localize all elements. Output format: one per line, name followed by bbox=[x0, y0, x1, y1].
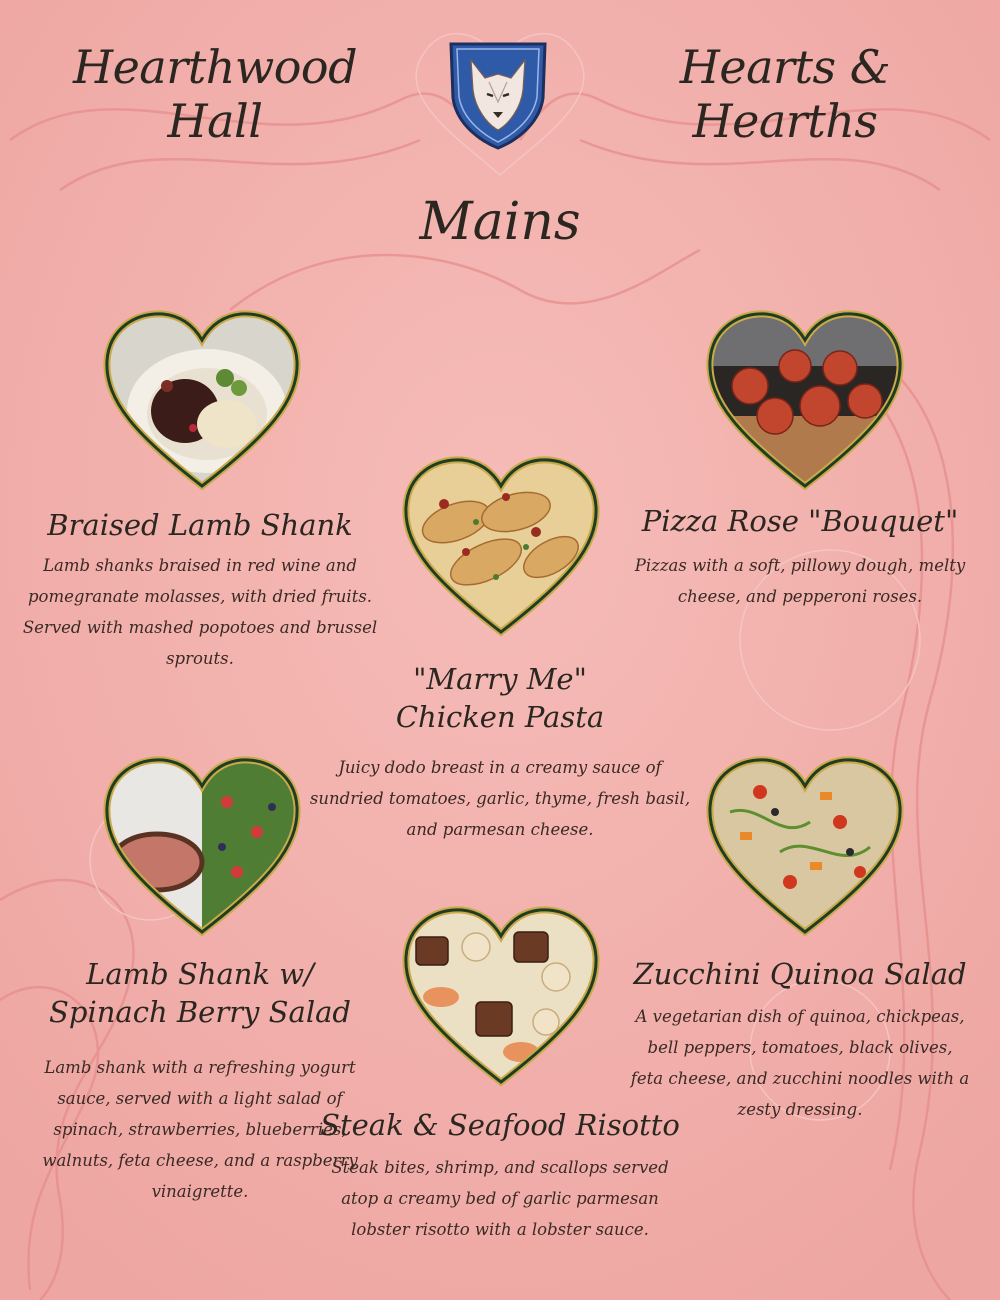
desc-line: and parmesan cheese. bbox=[406, 820, 594, 839]
desc-line: Served with mashed popotoes and brussel bbox=[22, 618, 378, 637]
desc-line: spinach, strawberries, blueberries, bbox=[53, 1120, 347, 1139]
desc-line: pomegranate molasses, with dried fruits. bbox=[27, 587, 373, 606]
dish-name-line: Spinach Berry Salad bbox=[49, 995, 351, 1029]
desc-line: walnuts, feta cheese, and a raspberry bbox=[42, 1151, 358, 1170]
chicken-pasta-photo bbox=[396, 452, 606, 642]
dish-name-chicken-pasta bbox=[300, 660, 700, 736]
desc-line: lobster risotto with a lobster sauce. bbox=[351, 1220, 649, 1239]
dish-desc-braised-lamb bbox=[20, 550, 380, 674]
event-name-title: Hearts & Hearths bbox=[679, 40, 891, 148]
desc-line: Lamb shank with a refreshing yogurt bbox=[44, 1058, 356, 1077]
dish-name-steak-risotto: Steak & Seafood Risotto bbox=[320, 1108, 680, 1142]
desc-line: vinaigrette. bbox=[151, 1182, 249, 1201]
desc-line: feta cheese, and zucchini noodles with a bbox=[630, 1069, 970, 1088]
lamb-salad-photo bbox=[97, 752, 307, 942]
dish-name-quinoa-salad: Zucchini Quinoa Salad bbox=[633, 957, 967, 991]
dish-name-line: Chicken Pasta bbox=[395, 700, 605, 734]
dish-name-line: "Marry Me" bbox=[413, 662, 587, 696]
desc-line: sauce, served with a light salad of bbox=[57, 1089, 343, 1108]
desc-line: A vegetarian dish of quinoa, chickpeas, bbox=[635, 1007, 965, 1026]
desc-line: cheese, and pepperoni roses. bbox=[677, 587, 923, 606]
braised-lamb-photo bbox=[97, 306, 307, 496]
hall-name-title: Hearthwood Hall bbox=[72, 40, 358, 148]
quinoa-salad-photo bbox=[700, 752, 910, 942]
dish-desc-chicken-pasta bbox=[290, 752, 710, 845]
dish-desc-pizza-rose bbox=[620, 550, 980, 612]
desc-line: zesty dressing. bbox=[737, 1100, 863, 1119]
desc-line: Lamb shanks braised in red wine and bbox=[43, 556, 357, 575]
section-title: Mains bbox=[419, 192, 581, 252]
desc-line: Steak bites, shrimp, and scallops served bbox=[331, 1158, 669, 1177]
dish-desc-steak-risotto bbox=[300, 1152, 700, 1245]
desc-line: Pizzas with a soft, pillowy dough, melty bbox=[634, 556, 966, 575]
desc-line: bell peppers, tomatoes, black olives, bbox=[647, 1038, 953, 1057]
desc-line: sprouts. bbox=[166, 649, 234, 668]
pizza-roses-photo bbox=[700, 306, 910, 496]
desc-line: sundried tomatoes, garlic, thyme, fresh basil, bbox=[309, 789, 691, 808]
steak-risotto-photo bbox=[396, 902, 606, 1092]
dish-name-line: Lamb Shank w/ bbox=[86, 957, 314, 991]
desc-line: Juicy dodo breast in a creamy sauce of bbox=[338, 758, 662, 777]
dish-desc-quinoa-salad bbox=[620, 1001, 980, 1125]
dish-name-lamb-salad bbox=[30, 955, 370, 1031]
desc-line: atop a creamy bed of garlic parmesan bbox=[341, 1189, 659, 1208]
dish-name-braised-lamb: Braised Lamb Shank bbox=[47, 508, 353, 542]
wolf-crest-icon bbox=[443, 38, 553, 150]
dish-name-pizza-rose: Pizza Rose "Bouquet" bbox=[641, 504, 959, 538]
